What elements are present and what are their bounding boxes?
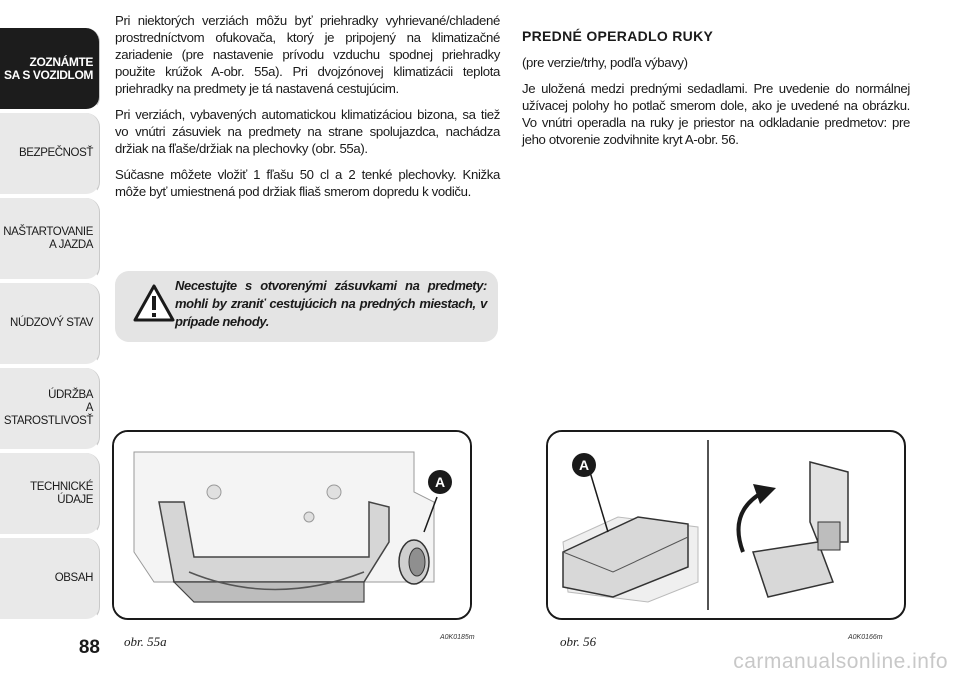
tab-nudzovy-stav[interactable]: NÚDZOVÝ STAV: [0, 283, 100, 366]
paragraph: Súčasne môžete vložiť 1 fľašu 50 cl a 2 tenké plechovky. Knižka môže byť umiestnená pod držiak fliaš smerom dopredu k vodiču.: [115, 167, 500, 199]
figure-code: A0K0166m: [848, 634, 883, 641]
paragraph: Je uložená medzi prednými sedadlami. Pre uvedenie do normálnej užívacej polohy ho potlač smerom dole, ako je uvedené na obrázku. Vo vnútri operadla na ruky je priestor na odkladanie predmetov: pre jeho otvorenie zodvihnite kryt A-obr. 56.: [522, 81, 910, 147]
figure-label: obr. 56: [560, 634, 597, 649]
figure-label: obr. 55a: [124, 634, 167, 649]
warning-box: [115, 271, 498, 342]
paragraph: Pri verziách, vybavených automatickou klimatizáciou bizona, sa tiež vo vnútri zásuviek na predmety na strane spolujazdca, nachádza držiak na fľaše/držiak na plechovky (obr. 55a).: [115, 107, 500, 156]
tab-obsah[interactable]: OBSAH: [0, 538, 100, 621]
section-title: PREDNÉ OPERADLO RUKY: [522, 28, 714, 44]
figure-code: A0K0185m: [440, 634, 475, 641]
tab-bezpecnost[interactable]: BEZPEČNOSŤ: [0, 113, 100, 196]
tab-nastartovanie-a-jazda[interactable]: NAŠTARTOVANIE A JAZDA: [0, 198, 100, 281]
glovebox-illustration: [114, 432, 470, 618]
tab-technicke-udaje[interactable]: TECHNICKÉ ÚDAJE: [0, 453, 100, 536]
page-number: 88: [78, 637, 100, 658]
figure-56: [546, 430, 906, 620]
section-subtitle: (pre verzie/trhy, podľa výbavy): [522, 55, 688, 70]
warning-text: Necestujte s otvorenými zásuvkami na predmety: mohli by zraniť cestujúcich na predných miestach, v prípade nehody.: [175, 278, 487, 329]
paragraph: Pri niektorých verziách môžu byť priehradky vyhrievané/chladené prostredníctvom ofukovača, ktorý je pripojený na klimatizačné zariadenie (pre nastavenie prívodu vzduchu spodnej priehradky použite krúžok A-obr. 55a). Pri dvojzónovej klimatizácii teplota priehradky na predmety je tá nastavená cestujúcim.: [115, 13, 500, 96]
armrest-illustration: [548, 432, 884, 618]
figure-callout-a: A: [578, 457, 590, 473]
figure-55a: [112, 430, 472, 620]
figure-callout-a: A: [434, 474, 446, 490]
tab-zoznamte-sa-s-vozidlom[interactable]: ZOZNÁMTE SA S VOZIDLOM: [0, 28, 100, 111]
right-column: [522, 28, 910, 157]
watermark: carmanualsonline.info: [733, 650, 948, 673]
warning-triangle-icon: [133, 284, 175, 322]
left-column: [115, 12, 500, 209]
tab-udrzba-a-starostlivost[interactable]: ÚDRŽBA A STAROSTLIVOSŤ: [0, 368, 100, 451]
